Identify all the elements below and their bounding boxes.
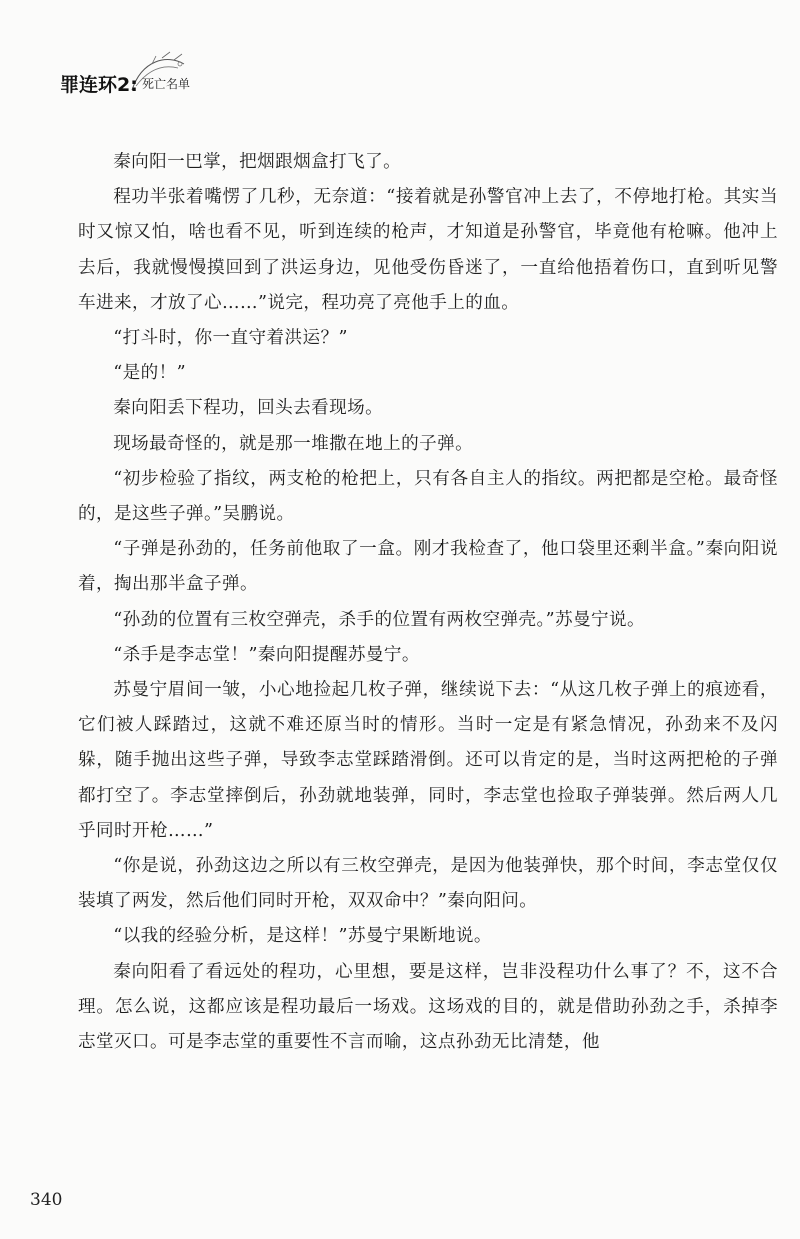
running-header — [60, 50, 260, 100]
paragraph: “打斗时，你一直守着洪运？” — [113, 328, 348, 349]
paragraph: “子弹是孙劲的，任务前他取了一盒。刚才我检查了，他口袋里还剩半盒。”秦向阳说着，掏出那半盒子弹。 — [78, 539, 778, 595]
paragraph: 秦向阳一巴掌，把烟跟烟盒打飞了。 — [113, 152, 402, 172]
paragraph: “你是说，孙劲这边之所以有三枚空弹壳，是因为他装弹快，那个时间，李志堂仅仅装填了两发，然后他们同时开枪，双双命中？”秦向阳问。 — [78, 856, 778, 912]
paragraph: “初步检验了指纹，两支枪的枪把上，只有各自主人的指纹。两把都是空枪。最奇怪的，是这些子弹。”吴鹏说。 — [78, 468, 778, 525]
paragraph: 秦向阳看了看远处的程功，心里想，要是这样，岂非没程功什么事了？不，这不合理。怎么说，这都应该是程功最后一场戏。这场戏的目的，就是借助孙劲之手，杀掉李志堂灭口。可是李志堂的重要性不言而喻，这点孙劲无比清楚，他 — [78, 961, 778, 1053]
body-text — [78, 145, 778, 1060]
paragraph: “孙劲的位置有三枚空弹壳，杀手的位置有两枚空弹壳。”苏曼宁说。 — [113, 609, 645, 630]
book-title: 罪连环2: — [60, 74, 138, 96]
paragraph: 秦向阳丢下程功，回头去看现场。 — [113, 398, 384, 419]
paragraph: 程功半张着嘴愣了几秒，无奈道：“接着就是孙警官冲上去了，不停地打枪。其实当时又惊又怕，啥也看不见，听到连续的枪声，才知道是孙警官，毕竟他有枪嘛。他冲上去后，我就慢慢摸回到了洪运身边，见他受伤昏迷了，一直给他捂着伤口，直到听见警车进来，才放了心……”说完，程功亮了亮他手上的血。 — [78, 187, 778, 313]
paragraph: “是的！” — [113, 363, 186, 384]
book-subtitle: 死亡名单 — [142, 77, 191, 91]
paragraph: “杀手是李志堂！”秦向阳提醒苏曼宁。 — [113, 644, 420, 665]
paragraph: 现场最奇怪的，就是那一堆撒在地上的子弹。 — [113, 433, 474, 454]
page-number: 340 — [30, 1190, 63, 1210]
paragraph: “以我的经验分析，是这样！”苏曼宁果断地说。 — [113, 926, 492, 947]
paragraph: 苏曼宁眉间一皱，小心地捡起几枚子弹，继续说下去：“从这几枚子弹上的痕迹看，它们被人踩踏过，这就不难还原当时的情形。当时一定是有紧急情况，孙劲来不及闪躲，随手抛出这些子弹，导致李志堂踩踏滑倒。还可以肯定的是，当时这两把枪的子弹都打空了。李志堂摔倒后，孙劲就地装弹，同时，李志堂也捡取子弹装弹。然后两人几乎同时开枪……” — [78, 680, 778, 841]
